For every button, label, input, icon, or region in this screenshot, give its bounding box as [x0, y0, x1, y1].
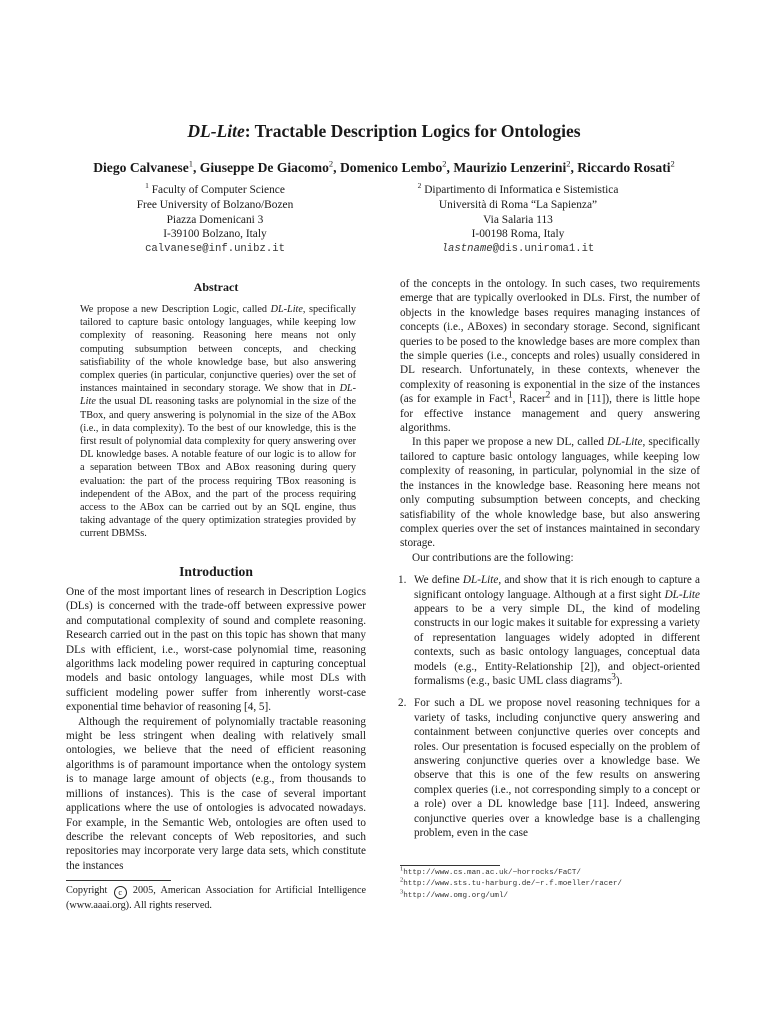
right-paragraph-3: Our contributions are the following: — [412, 551, 574, 564]
author: Riccardo Rosati$^2$ — [577, 158, 675, 175]
right-paragraph-2: In this paper we propose a new DL, called DL-Lite, specifically tailored to capture basic ontology languages, while keeping low complexity of reasoning, in particular, polynomial in the size of the instances in the knowledge base. Reasoning here means not only computing subsumption between concepts, and checking satisfiability of the whole knowledge base, but also answering complex queries over the set of instances maintained in secondary storage. — [400, 436, 700, 550]
affiliation-roma: $^2$ Dipartimento di Informatica e Sistemistica Università di Roma “La Sapienza” Via Salaria 113 I-00198 Roma, Italy lastname@dis.uniroma1.it — [368, 183, 668, 257]
author: Giuseppe De Giacomo$^2$ — [199, 158, 334, 175]
author: Diego Calvanese$^1$ — [93, 158, 193, 175]
intro-paragraph-2: Although the requirement of polynomially tractable reasoning might be less stringent when dealing with relatively small ontologies, we believe that the need of efficient reasoning algorithms is of paramount importance when the ontology system is to manage large amount of objects (e.g., from thousands to millions of instances). This is the case of several important applications where the use of ontologies is advocated nowadays. For example, in the Semantic Web, ontologies are often used to describe the relevant concepts of Web repositories, and such repositories may incorporate very large data sets, which constitute the instances — [66, 715, 366, 872]
footnote-ref[interactable]: 3 — [611, 672, 616, 683]
footnote-ref[interactable]: 2 — [545, 390, 551, 401]
copyright-divider — [66, 880, 171, 881]
author: Domenico Lembo$^2$ — [339, 158, 447, 175]
title-rest: : Tractable Description Logics for Ontologies — [244, 121, 581, 141]
title-logic-name: DL-Lite — [187, 121, 245, 141]
author-list: Diego Calvanese$^1$, Giuseppe De Giacomo$^2$, Domenico Lembo$^2$, Maurizio Lenzerini$^2$, Riccardo Rosati$^2$ — [93, 158, 675, 175]
abstract-body: We propose a new Description Logic, called DL-Lite, specifically tailored to capture basic ontology languages, while keeping low complexity of reasoning. Reasoning here means not only computing subsumption between concepts, and checking satisfiability of the whole knowledge base, but also answering complex queries (in particular, conjunctive queries) over the set of instances maintained in secondary storage. We show that in DL-Lite the usual DL reasoning tasks are polynomial in the size of the TBox, and query answering is polynomial in the size of the ABox (i.e., in data complexity). To the best of our knowledge, this is the first result of polynomial data complexity for query answering over DL knowledge bases. A notable feature of our logic is to allow for a separation between TBox and ABox reasoning during query evaluation: the part of the process requiring TBox reasoning is independent of the ABox, and the part of the process requiring access to the ABox can be carried out by an SQL engine, thus taking advantage of the query optimization strategies provided by current DBMSs. — [80, 304, 356, 540]
introduction-body — [66, 585, 366, 873]
right-paragraph-1: of the concepts in the ontology. In such cases, two requirements emerge that are typically overlooked in DLs. First, the number of objects in the knowledge bases requires managing instances of concepts (i.e., ABoxes) in secondary storage. Second, significant queries to be posed to the knowledge bases are more complex than the simple queries (i.e., concepts and roles) usually considered in DL research. Unfortunately, in these contexts, whenever the complexity of reasoning is exponential in the size of the instances (as for example in Fact$^1$, Racer$^2$ and in [11]), there is little hope for effective instance management and query answering algorithms. — [400, 278, 700, 435]
footnotes — [400, 865, 700, 902]
list-item: 1. We define DL-Lite, and show that it is rich enough to capture a significant ontology language. Although at a first sight DL-Lite appears to be a very simple DL, the kind of modeling constructs in our logic makes it suitable for expressing a variety of representation languages widely adopted in different contexts, such as basic ontology languages, conceptual data models (e.g., Entity-Relationship [2]), and object-oriented formalisms (e.g., basic UML class diagrams$^3$). — [398, 574, 700, 687]
email-roma[interactable]: lastname@dis.uniroma1.it — [441, 243, 595, 256]
abstract-heading: Abstract — [193, 280, 239, 294]
footnote[interactable]: $^2$http://www.sts.tu-harburg.de/~r.f.moeller/racer/ — [400, 876, 622, 889]
list-item: 2. For such a DL we propose novel reasoning techniques for a variety of tasks, including conjunctive query answering and containment between conjunctive queries over concepts and roles. Our presentation is focused especially on the problem of answering conjunctive queries over a knowledge base. We observe that this is one of the few results on answering complex queries (i.e., not corresponding simply to a concept or a role) over a DL knowledge base [11]. Indeed, answering conjunctive queries over a knowledge base is a challenging problem, even in the case — [398, 697, 700, 840]
introduction-heading: Introduction — [179, 564, 253, 579]
footnote-ref[interactable]: 1 — [508, 390, 513, 401]
footnote-divider — [400, 865, 500, 866]
email-calvanese[interactable]: calvanese@inf.unibz.it — [145, 243, 285, 256]
copyright-notice: Copyright c 2005, American Association for Artificial Intelligence (www.aaai.org). All rights reserved. — [66, 885, 366, 911]
copyright-symbol-icon: c — [114, 886, 127, 899]
footnote[interactable]: $^3$http://www.omg.org/uml/ — [400, 888, 509, 900]
right-column-body — [400, 277, 700, 848]
author: Maurizio Lenzerini$^2$ — [453, 158, 571, 175]
intro-paragraph-1: One of the most important lines of research in Description Logics (DLs) is concerned with the trade-off between expressive power and computational complexity of sound and complete reasoning. Research carried out in the past on this topic has shown that many DLs with efficient, i.e., worst-case polynomial time, reasoning algorithms lack modeling power required in capturing conceptual models and basic ontology languages, while most DLs with sufficient modeling power suffer from inherently worst-case exponential time behavior of reasoning [4, 5]. — [66, 586, 366, 714]
footnote[interactable]: $^1$http://www.cs.man.ac.uk/~horrocks/FaCT/ — [400, 865, 581, 877]
affiliation-bolzano: $^1$ Faculty of Computer Science Free University of Bolzano/Bozen Piazza Domenicani 3 I-39100 Bolzano, Italy calvanese@inf.unibz.it — [65, 183, 365, 257]
paper-title — [0, 121, 768, 142]
contributions-list — [400, 573, 700, 840]
